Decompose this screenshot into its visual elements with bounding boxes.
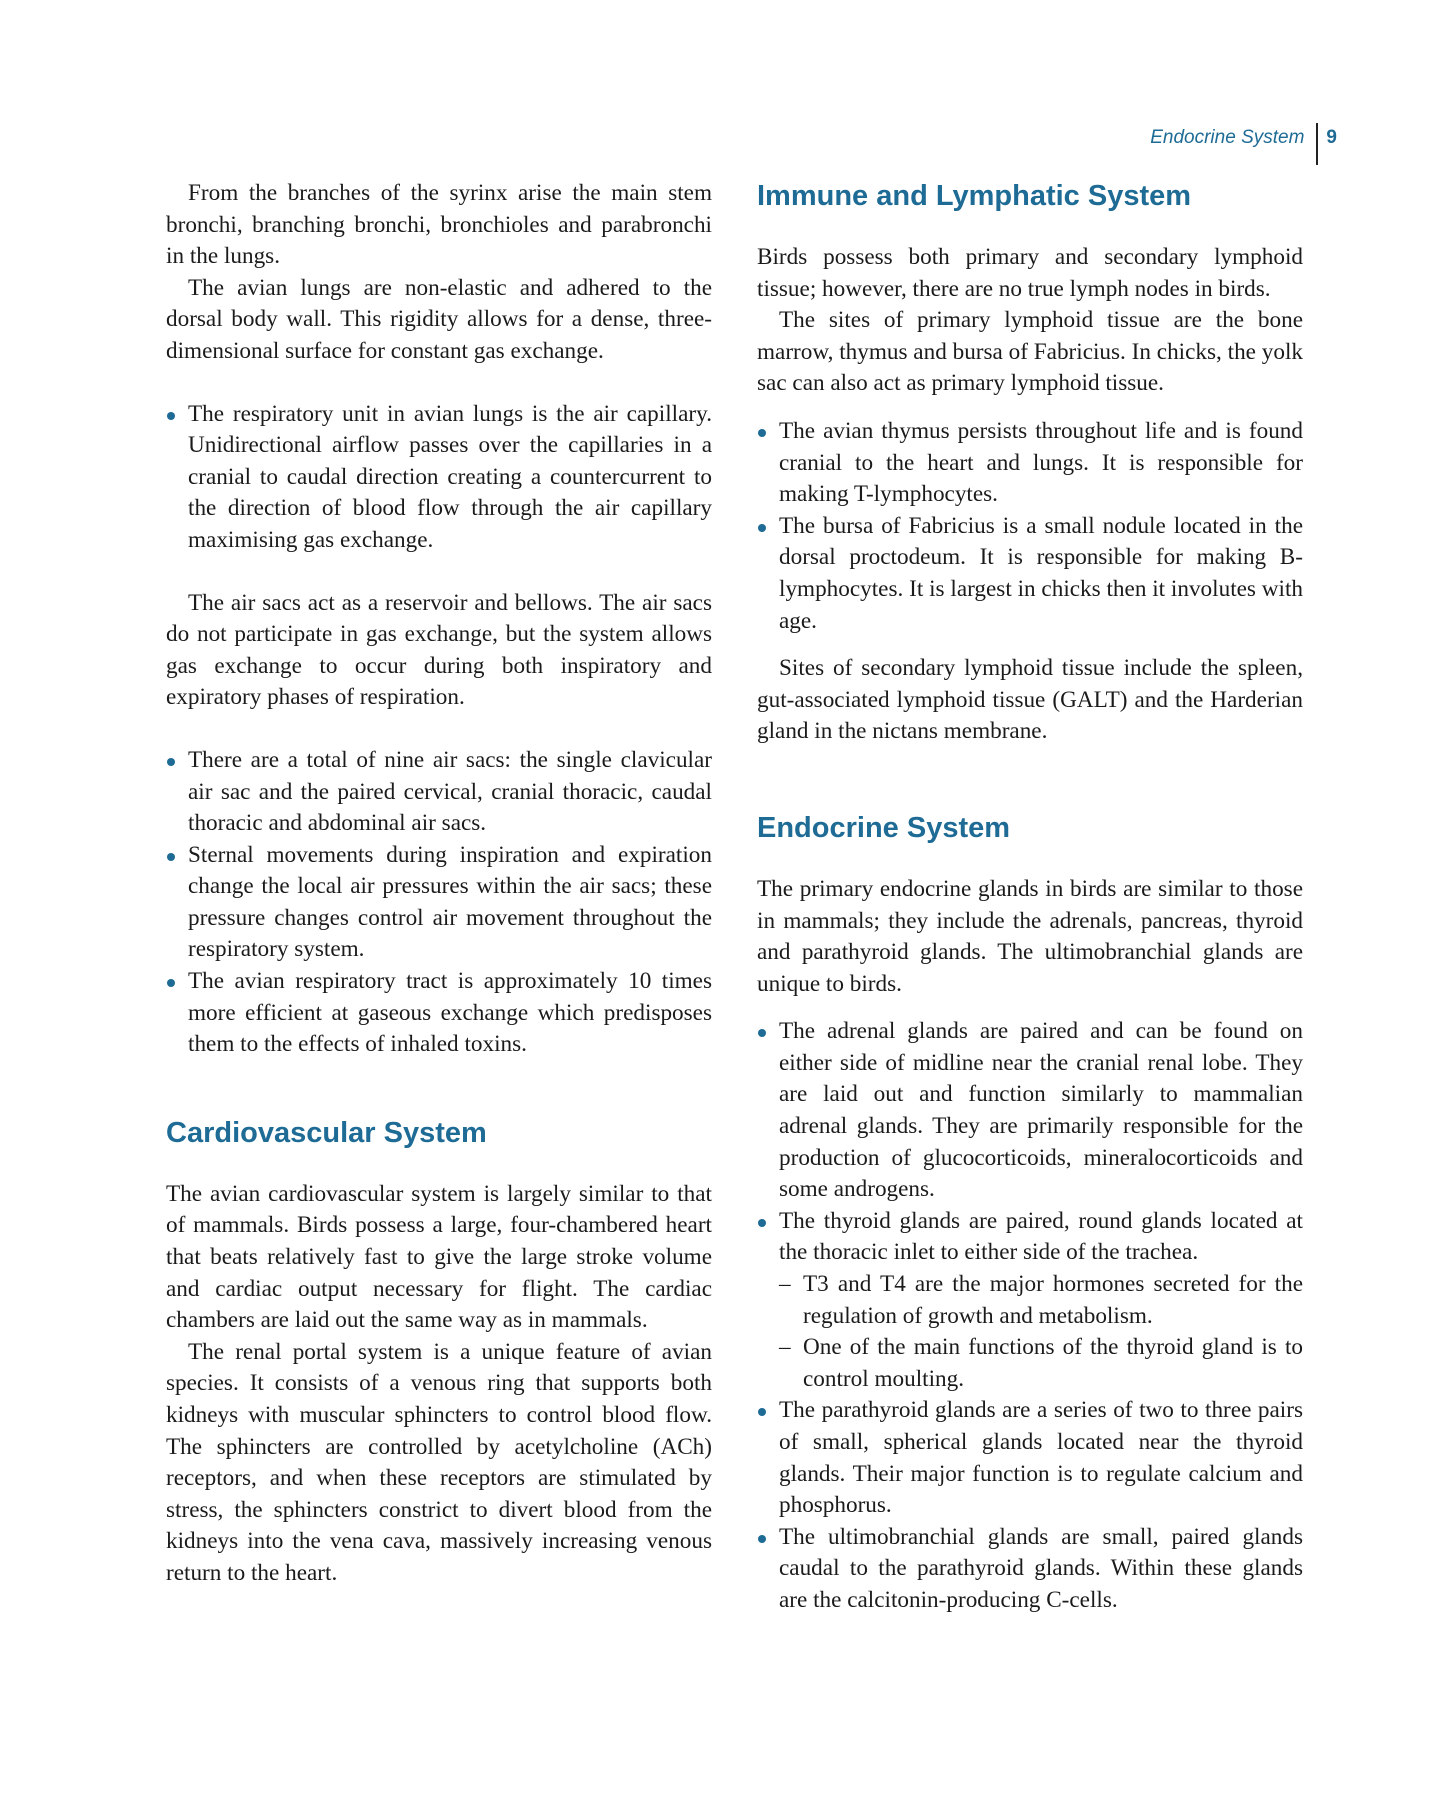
list-item: The respiratory unit in avian lungs is the air capillary. Unidirectional airflow passes over the capillaries in a cranial to caudal direction creating a countercurrent to the direction of blood flow through the air capillary maximising gas exchange. [166, 399, 712, 557]
list-item: The bursa of Fabricius is a small nodule located in the dorsal proctodeum. It is responsible for making B-lymphocytes. It is largest in chicks then it involutes with age. [757, 511, 1303, 637]
list-item: The ultimobranchial glands are small, paired glands caudal to the parathyroid glands. Within these glands are the calcitonin-producing C-cells. [757, 1522, 1303, 1617]
paragraph: Birds possess both primary and secondary lymphoid tissue; however, there are no true lymph nodes in birds. [757, 244, 1303, 302]
list-item: Sternal movements during inspiration and expiration change the local air pressures within the air sacs; these pressure changes control air movement throughout the respiratory system. [166, 840, 712, 966]
section-heading-cardiovascular: Cardiovascular System [166, 1116, 487, 1149]
section-heading-immune: Immune and Lymphatic System [757, 180, 1192, 212]
running-header [1150, 123, 1337, 167]
paragraph: The renal portal system is a unique feature of avian species. It consists of a venous ring that supports both kidneys with muscular sphincters to control blood flow. The sphincters are controlled by acetylcholine (ACh) receptors, and when these receptors are stimulated by stress, the sphincters constrict to divert blood from the kidneys into the vena cava, massively increasing venous return to the heart. [166, 1338, 712, 1586]
list-item: The avian respiratory tract is approximately 10 times more efficient at gaseous exchange which predisposes them to the effects of inhaled toxins. [166, 966, 712, 1061]
paragraph: From the branches of the syrinx arise the main stem bronchi, branching bronchi, bronchioles and parabronchi in the lungs. [166, 180, 712, 270]
sub-list-item: – T3 and T4 are the major hormones secreted for the regulation of growth and metabolism. [779, 1269, 1303, 1332]
bullet-list [166, 745, 712, 1061]
running-header-section: Endocrine System [1150, 127, 1305, 148]
page-number: 9 [1326, 127, 1337, 148]
sub-list-item: – One of the main functions of the thyroid gland is to control moulting. [779, 1332, 1303, 1395]
list-item [757, 1206, 1303, 1396]
paragraph: Sites of secondary lymphoid tissue include the spleen, gut-associated lymphoid tissue (GALT) and the Harderian gland in the nictans membrane. [757, 655, 1303, 745]
right-column [757, 178, 1303, 1617]
sub-list [779, 1269, 1303, 1395]
paragraph: The avian cardiovascular system is largely similar to that of mammals. Birds possess a large, four-chambered heart that beats relatively fast to give the large stroke volume and cardiac output necessary for flight. The cardiac chambers are laid out the same way as in mammals. [166, 1180, 712, 1334]
list-item: There are a total of nine air sacs: the single clavicular air sac and the paired cervical, cranial thoracic, caudal thoracic and abdominal air sacs. [166, 745, 712, 840]
paragraph: The primary endocrine glands in birds are similar to those in mammals; they include the adrenals, pancreas, thyroid and parathyroid glands. The ultimobranchial glands are unique to birds. [757, 875, 1303, 997]
bullet-list [757, 1016, 1303, 1616]
paragraph: The air sacs act as a reservoir and bellows. The air sacs do not participate in gas exchange, but the system allows gas exchange to occur during both inspiratory and expiratory phases of respiration. [166, 589, 712, 711]
list-item: The parathyroid glands are a series of two to three pairs of small, spherical glands located near the thyroid glands. Their major function is to regulate calcium and phosphorus. [757, 1395, 1303, 1521]
paragraph: The avian lungs are non-elastic and adhered to the dorsal body wall. This rigidity allows for a dense, three-dimensional surface for constant gas exchange. [166, 274, 712, 364]
bullet-list [166, 399, 712, 557]
left-column [166, 178, 712, 1590]
list-item: The avian thymus persists throughout life and is found cranial to the heart and lungs. It is responsible for making T-lymphocytes. [757, 416, 1303, 511]
section-heading-endocrine: Endocrine System [757, 811, 1011, 844]
list-item-text: The thyroid glands are paired, round glands located at the thoracic inlet to either side of the trachea. [779, 1207, 1303, 1266]
bullet-list [757, 416, 1303, 637]
list-item: The adrenal glands are paired and can be found on either side of midline near the cranial renal lobe. They are laid out and function similarly to mammalian adrenal glands. They are primarily responsible for the production of glucocorticoids, mineralocorticoids and some androgens. [757, 1016, 1303, 1206]
paragraph: The sites of primary lymphoid tissue are the bone marrow, thymus and bursa of Fabricius. In chicks, the yolk sac can also act as primary lymphoid tissue. [757, 307, 1303, 397]
